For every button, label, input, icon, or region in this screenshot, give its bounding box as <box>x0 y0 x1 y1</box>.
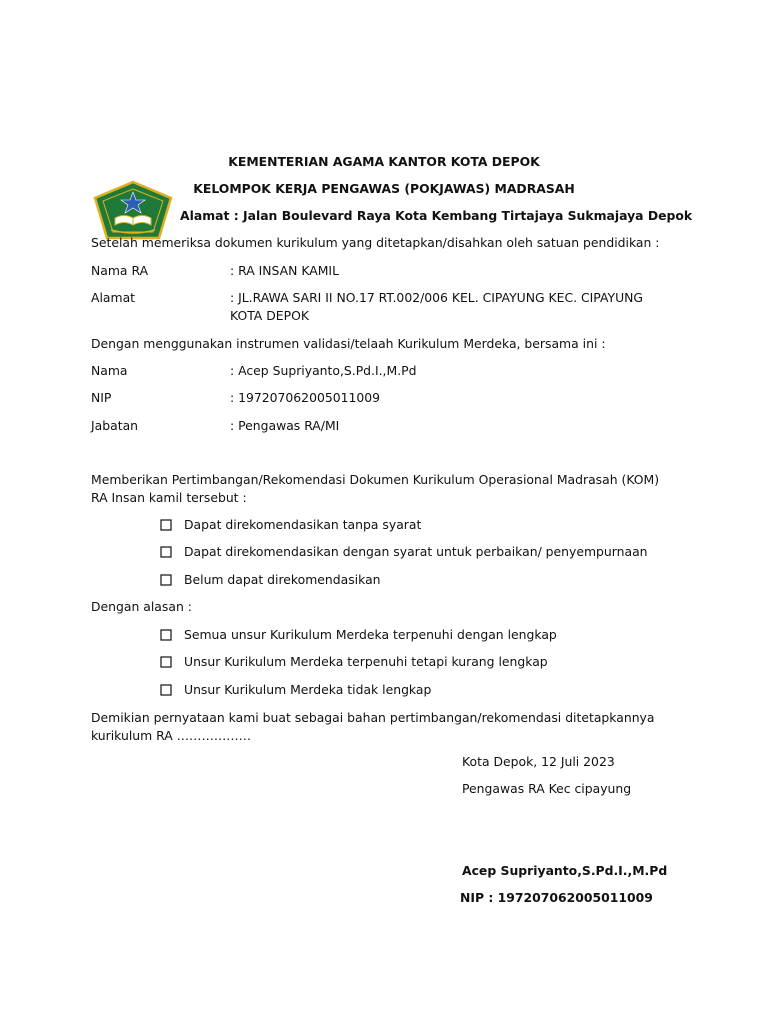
signature-place-date: Kota Depok, 12 Juli 2023 <box>462 754 615 769</box>
school-name-value: : RA INSAN KAMIL <box>230 263 339 278</box>
signature-name: Acep Supriyanto,S.Pd.I.,M.Pd <box>462 863 668 878</box>
recommendation-option: Dapat direkomendasikan dengan syarat untuk perbaikan/ penyempurnaan <box>184 544 648 559</box>
checkbox-icon[interactable] <box>160 684 172 696</box>
checkbox-icon[interactable] <box>160 546 172 558</box>
checkbox-icon[interactable] <box>160 574 172 586</box>
reason-option: Semua unsur Kurikulum Merdeka terpenuhi dengan lengkap <box>184 627 557 642</box>
header-address: Alamat : Jalan Boulevard Raya Kota Kembang Tirtajaya Sukmajaya Depok <box>180 208 693 223</box>
checkbox-icon[interactable] <box>160 519 172 531</box>
header-working-group: KELOMPOK KERJA PENGAWAS (POKJAWAS) MADRASAH <box>193 181 575 196</box>
intro-text: Setelah memeriksa dokumen kurikulum yang ditetapkan/disahkan oleh satuan pendidikan : <box>91 235 660 250</box>
supervisor-nip-label: NIP <box>91 390 112 405</box>
reason-label: Dengan alasan : <box>91 599 192 614</box>
instrument-text: Dengan menggunakan instrumen validasi/telaah Kurikulum Merdeka, bersama ini : <box>91 336 606 351</box>
school-address-value: : JL.RAWA SARI II NO.17 RT.002/006 KEL. CIPAYUNG KEC. CIPAYUNG KOTA DEPOK <box>230 290 644 323</box>
checkbox-icon[interactable] <box>160 629 172 641</box>
closing-text: Demikian pernyataan kami buat sebagai bahan pertimbangan/rekomendasi ditetapkannya kurikulum RA ……………… <box>91 710 655 743</box>
supervisor-name-value: : Acep Supriyanto,S.Pd.I.,M.Pd <box>230 363 417 378</box>
recommendation-option: Dapat direkomendasikan tanpa syarat <box>184 517 422 532</box>
recommendation-option: Belum dapat direkomendasikan <box>184 572 381 587</box>
reason-option: Unsur Kurikulum Merdeka terpenuhi tetapi kurang lengkap <box>184 654 548 669</box>
recommendation-text: Memberikan Pertimbangan/Rekomendasi Dokumen Kurikulum Operasional Madrasah (KOM) RA Insan kamil tersebut : <box>91 472 660 505</box>
signature-nip: NIP : 197207062005011009 <box>460 890 653 905</box>
supervisor-position-label: Jabatan <box>91 418 139 433</box>
supervisor-name-label: Nama <box>91 363 128 378</box>
header-ministry: KEMENTERIAN AGAMA KANTOR KOTA DEPOK <box>228 154 540 169</box>
supervisor-position-value: : Pengawas RA/MI <box>230 418 340 433</box>
school-name-label: Nama RA <box>91 263 149 278</box>
signature-role: Pengawas RA Kec cipayung <box>462 781 632 796</box>
reason-option: Unsur Kurikulum Merdeka tidak lengkap <box>184 682 432 697</box>
school-address-label: Alamat <box>91 290 136 305</box>
supervisor-nip-value: : 197207062005011009 <box>230 390 381 405</box>
checkbox-icon[interactable] <box>160 656 172 668</box>
